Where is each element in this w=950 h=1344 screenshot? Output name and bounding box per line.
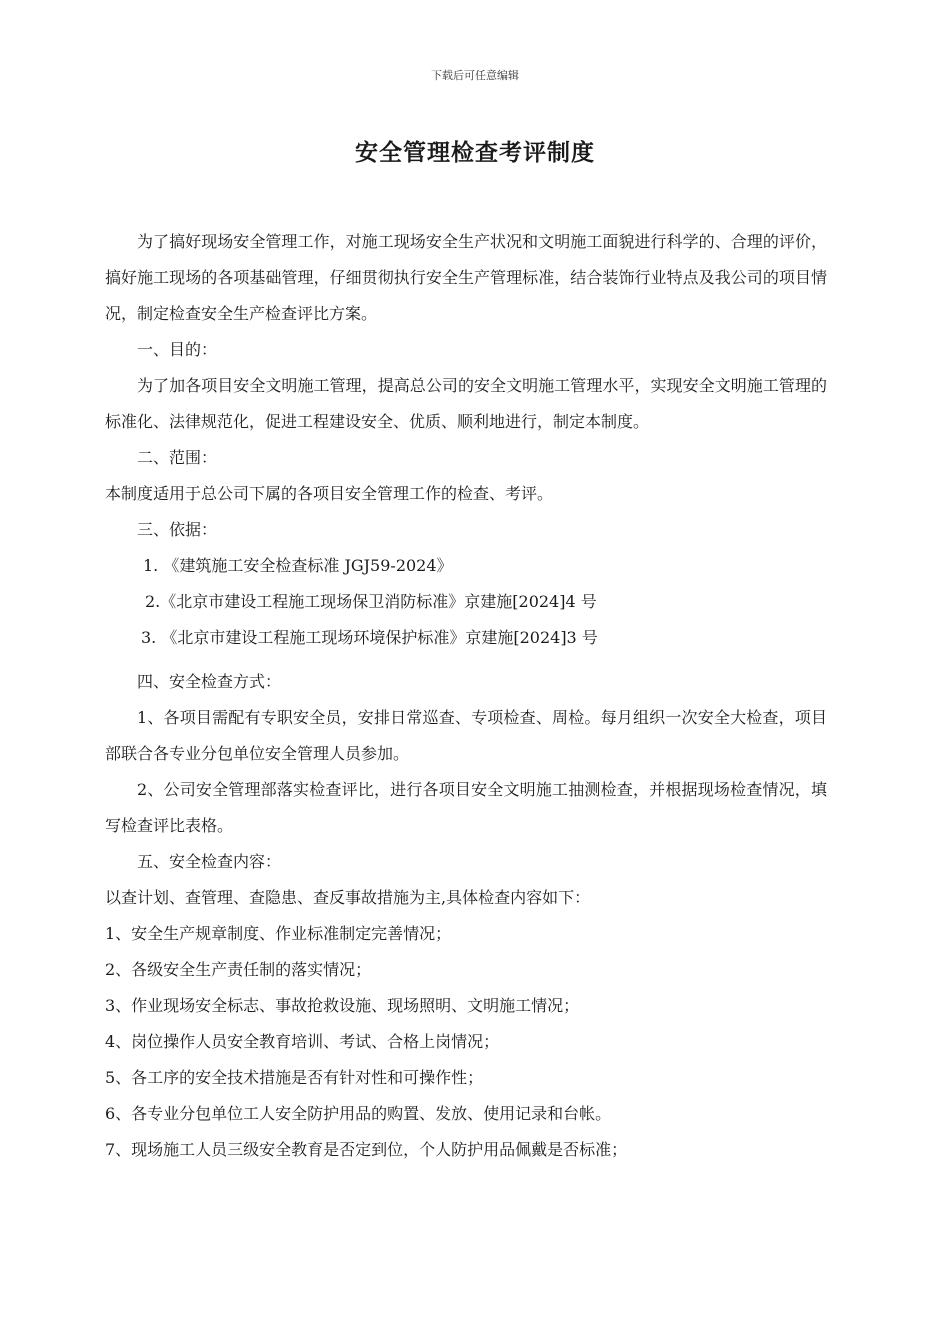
section-4-heading: 四、安全检查方式： [137, 672, 282, 691]
section-2-text: 本制度适用于总公司下属的各项目安全管理工作的检查、考评。 [105, 484, 554, 503]
reference-item: 2.《北京市建设工程施工现场保卫消防标准》京建施[2024]4 号 [145, 592, 597, 611]
section-5-intro: 以查计划、查管理、查隐患、查反事故措施为主,具体检查内容如下： [105, 888, 591, 907]
reference-item: 1. 《建筑施工安全检查标准 JGJ59-2024》 [143, 556, 453, 575]
section-5-item: 3、作业现场安全标志、事故抢救设施、现场照明、文明施工情况； [105, 996, 580, 1015]
section-5-item: 1、安全生产规章制度、作业标准制定完善情况； [105, 924, 452, 943]
section-5-heading: 五、安全检查内容： [137, 852, 282, 871]
section-4-item: 2、公司安全管理部落实检查评比，进行各项目安全文明施工抽测检查，并根据现场检查情况，填写检查评比表格。 [105, 780, 827, 835]
section-3-heading: 三、依据： [137, 520, 218, 539]
document-body [105, 224, 827, 1168]
reference-item: 3. 《北京市建设工程施工现场环境保护标准》京建施[2024]3 号 [141, 628, 598, 647]
intro-paragraph: 为了搞好现场安全管理工作，对施工现场安全生产状况和文明施工面貌进行科学的、合理的评价，搞好施工现场的各项基础管理，仔细贯彻执行安全生产管理标准，结合装饰行业特点及我公司的项目情况，制定检查安全生产检查评比方案。 [105, 232, 827, 323]
section-4-item: 1、各项目需配有专职安全员，安排日常巡查、专项检查、周检。每月组织一次安全大检查，项目部联合各专业分包单位安全管理人员参加。 [105, 708, 827, 763]
section-5-item: 2、各级安全生产责任制的落实情况； [105, 960, 372, 979]
section-5-item: 5、各工序的安全技术措施是否有针对性和可操作性； [105, 1068, 484, 1087]
document-title: 安全管理检查考评制度 [355, 140, 595, 166]
section-2-heading: 二、范围： [137, 448, 218, 467]
page-header-note: 下载后可任意编辑 [431, 69, 519, 82]
section-5-item: 4、岗位操作人员安全教育培训、考试、合格上岗情况； [105, 1032, 500, 1051]
section-5-item: 7、现场施工人员三级安全教育是否定到位，个人防护用品佩戴是否标准； [105, 1140, 628, 1159]
section-1-heading: 一、目的： [137, 340, 218, 359]
section-1-text: 为了加各项目安全文明施工管理，提高总公司的安全文明施工管理水平，实现安全文明施工管理的标准化、法律规范化，促进工程建设安全、优质、顺利地进行，制定本制度。 [105, 376, 827, 431]
section-5-item: 6、各专业分包单位工人安全防护用品的购置、发放、使用记录和台帐。 [105, 1104, 612, 1123]
